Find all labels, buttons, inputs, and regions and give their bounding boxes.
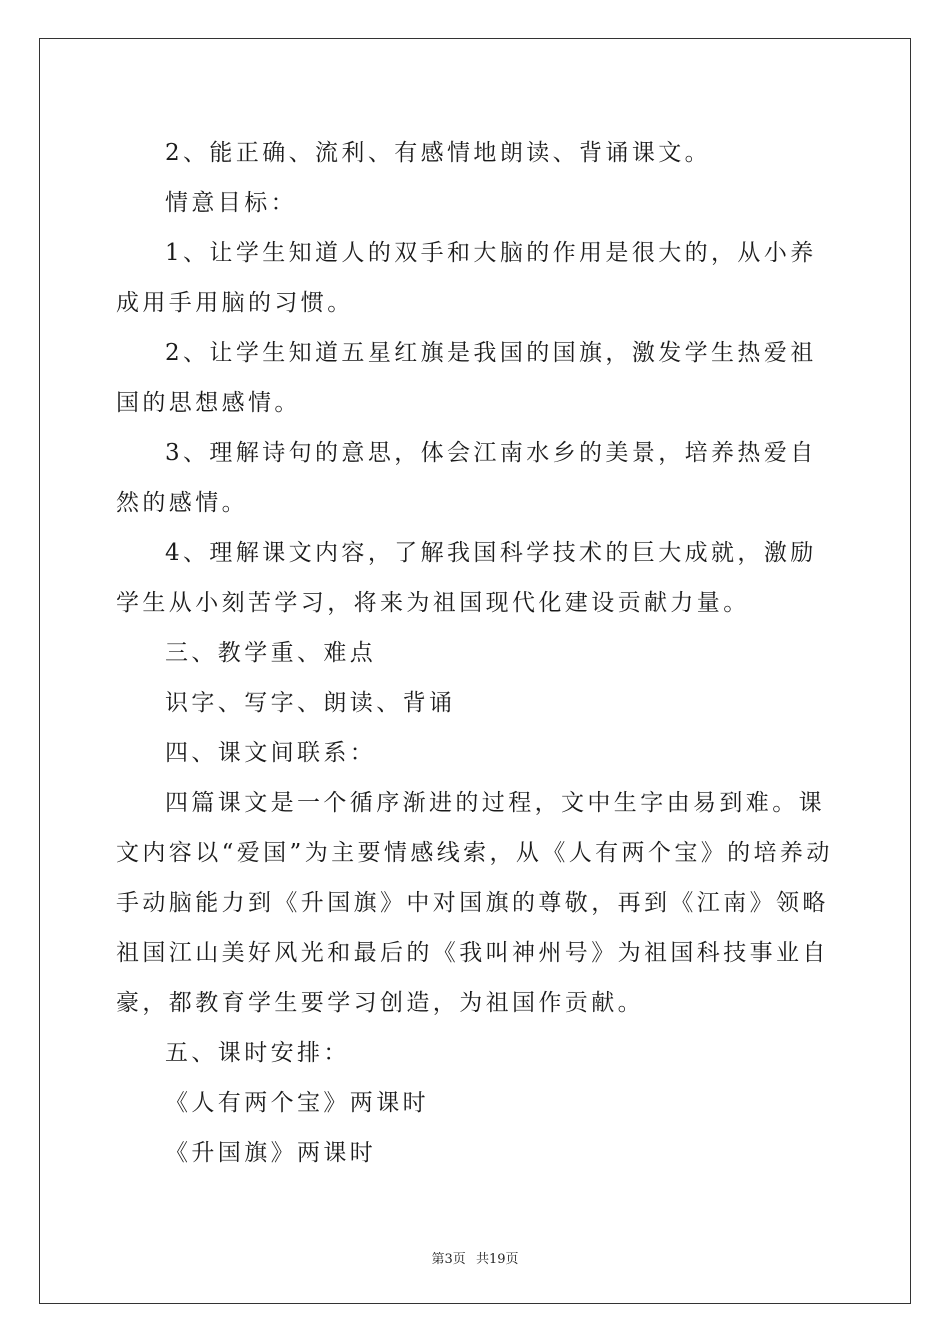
paragraph: 《人有两个宝》两课时: [165, 1090, 429, 1116]
paragraph: 4、理解课文内容，了解我国科学技术的巨大成就，激励学生从小刻苦学习，将来为祖国现代化建设贡献力量。: [116, 540, 817, 616]
paragraph: 四篇课文是一个循序渐进的过程，文中生字由易到难。课文内容以“爱国”为主要情感线索，从《人有两个宝》的培养动手动脑能力到《升国旗》中对国旗的尊敬，再到《江南》领略祖国江山美好风光和最后的《我叫神州号》为祖国科技事业自豪，都教育学生要学习创造，为祖国作贡献。: [116, 790, 833, 1016]
document-body: [116, 128, 840, 1178]
section-heading: 三、教学重、难点: [165, 640, 377, 666]
paragraph: 《升国旗》两课时: [165, 1140, 377, 1166]
paragraph: 2、能正确、流利、有感情地朗读、背诵课文。: [165, 140, 712, 166]
paragraph: 1、让学生知道人的双手和大脑的作用是很大的，从小养成用手用脑的习惯。: [116, 240, 817, 316]
section-heading: 四、课文间联系：: [165, 740, 377, 766]
paragraph: 情意目标：: [165, 190, 297, 216]
page-total: 共19页: [475, 1252, 519, 1267]
section-heading: 五、课时安排：: [165, 1040, 350, 1066]
page-footer: [0, 1248, 950, 1267]
paragraph: 识字、写字、朗读、背诵: [165, 690, 456, 716]
paragraph: 2、让学生知道五星红旗是我国的国旗，激发学生热爱祖国的思想感情。: [116, 340, 817, 416]
page-number: 第3页: [431, 1252, 466, 1267]
paragraph: 3、理解诗句的意思，体会江南水乡的美景，培养热爱自然的感情。: [116, 440, 817, 516]
